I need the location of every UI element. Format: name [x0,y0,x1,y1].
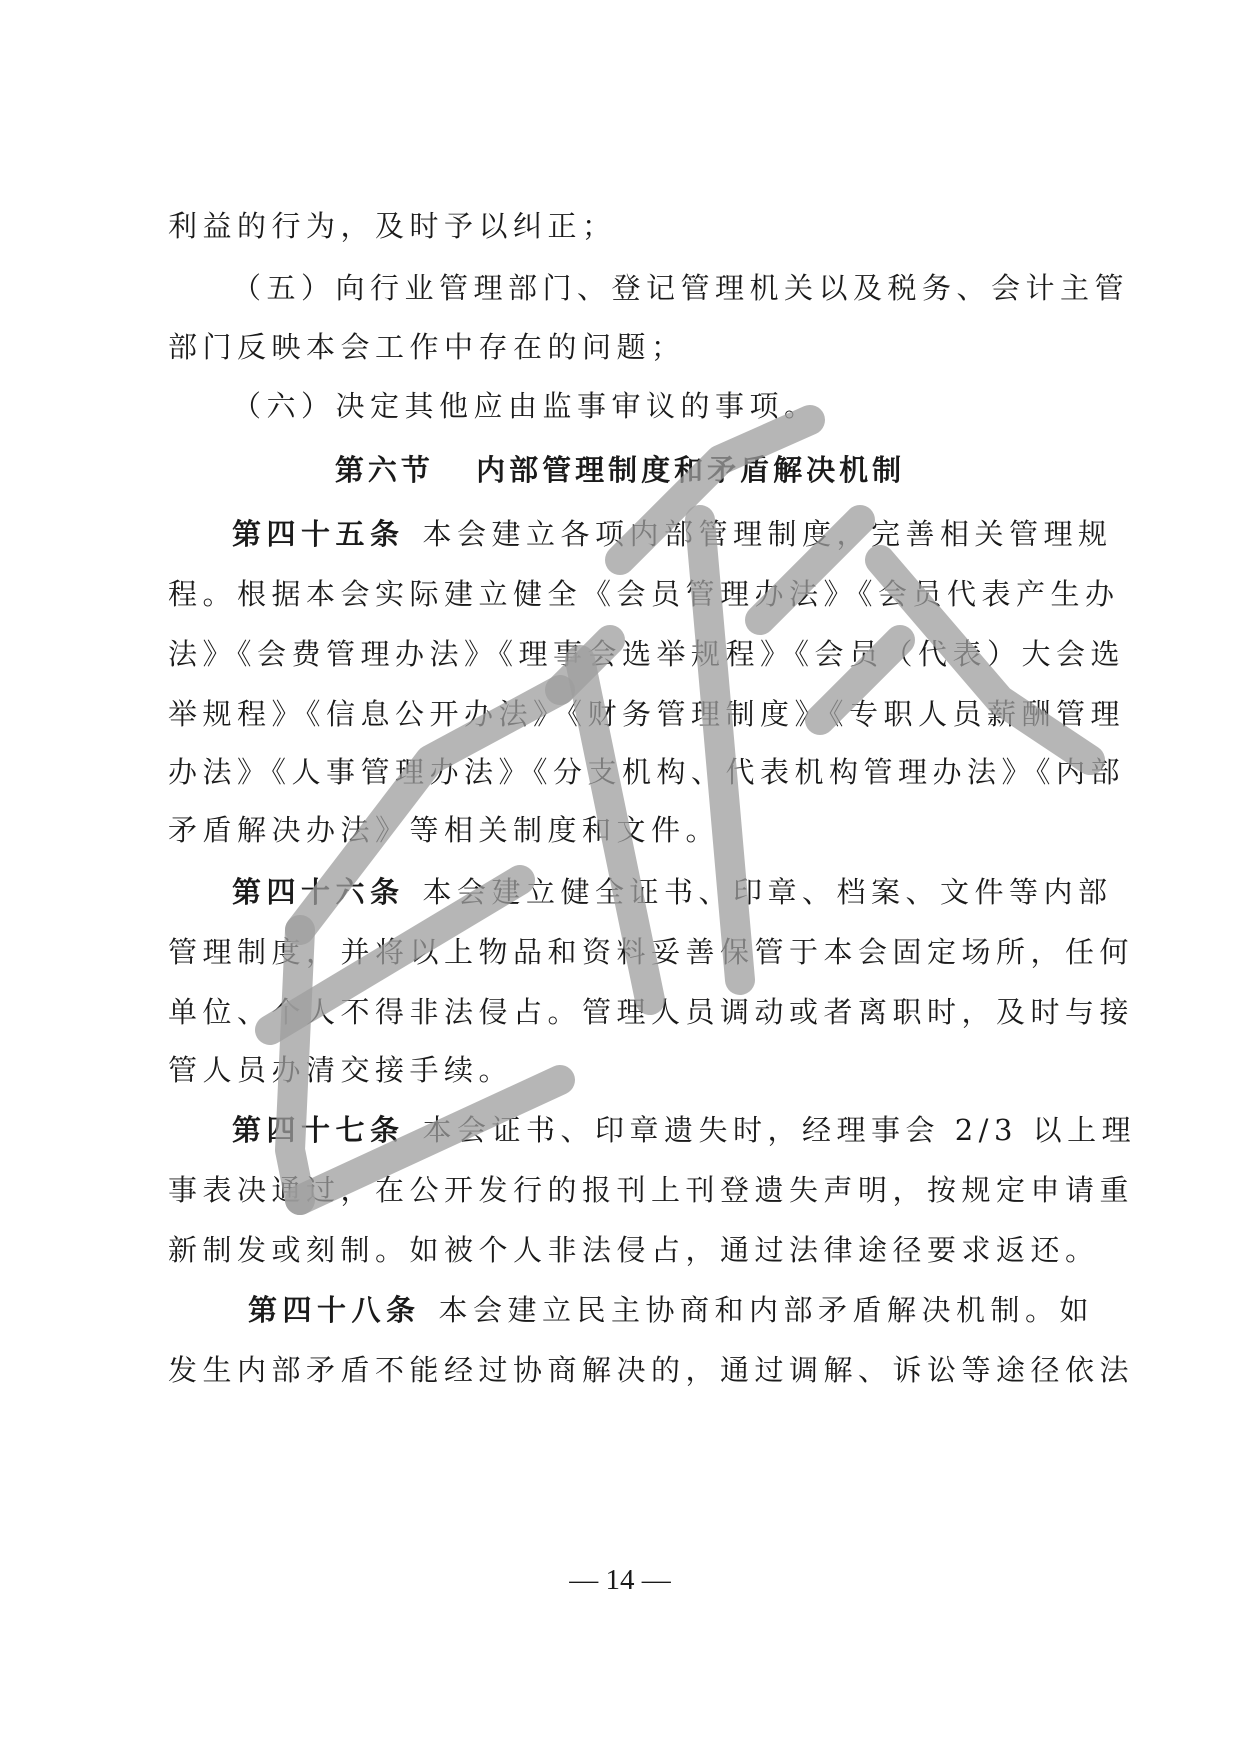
page-number: — 14 — [569,1564,671,1596]
article-46-title: 第四十六条 [232,875,405,909]
article-48-line [248,1290,1158,1330]
article-47-line [232,1110,1142,1150]
text-line: 新制发或刻制。如被个人非法侵占，通过法律途径要求返还。 [168,1233,1100,1267]
text-line: 事表决通过，在公开发行的报刊上刊登遗失声明，按规定申请重 [168,1173,1135,1207]
text-line: 单位、个人不得非法侵占。管理人员调动或者离职时，及时与接 [168,995,1135,1029]
text-line: 举规程》《信息公开办法》《财务管理制度》《专职人员薪酬管理 [168,697,1126,731]
article-46-text: 本会建立健全证书、印章、档案、文件等内部 [422,875,1113,909]
article-47-title: 第四十七条 [232,1113,405,1147]
text-line: 程。根据本会实际建立健全《会员管理办法》《会员代表产生办 [168,577,1120,611]
text-line: （五）向行业管理部门、登记管理机关以及税务、会计主管 [232,271,1130,305]
article-45-line [232,514,1142,554]
text-line: 利益的行为，及时予以纠正； [168,209,617,243]
article-45-title: 第四十五条 [232,517,405,551]
section-heading: 第六节 内部管理制度和矛盾解决机制 [334,453,906,487]
text-line: 管人员办清交接手续。 [168,1053,514,1087]
text-line: 法》《会费管理办法》《理事会选举规程》《会员（代表）大会选 [168,637,1126,671]
article-47-text: 本会证书、印章遗失时，经理事会 2/3 以上理 [422,1113,1137,1147]
text-line: 矛盾解决办法》等相关制度和文件。 [168,813,721,847]
article-45-text: 本会建立各项内部管理制度，完善相关管理规 [422,517,1113,551]
text-line: 办法》《人事管理办法》《分支机构、代表机构管理办法》《内部 [168,755,1126,789]
article-48-title: 第四十八条 [248,1293,421,1327]
article-46-line [232,872,1142,912]
text-line: 部门反映本会工作中存在的问题； [168,330,686,364]
text-line: 发生内部矛盾不能经过协商解决的，通过调解、诉讼等途径依法 [168,1353,1135,1387]
text-line: 管理制度，并将以上物品和资料妥善保管于本会固定场所，任何 [168,935,1135,969]
article-48-text: 本会建立民主协商和内部矛盾解决机制。如 [438,1293,1095,1327]
text-line: （六）决定其他应由监事审议的事项。 [232,389,819,423]
